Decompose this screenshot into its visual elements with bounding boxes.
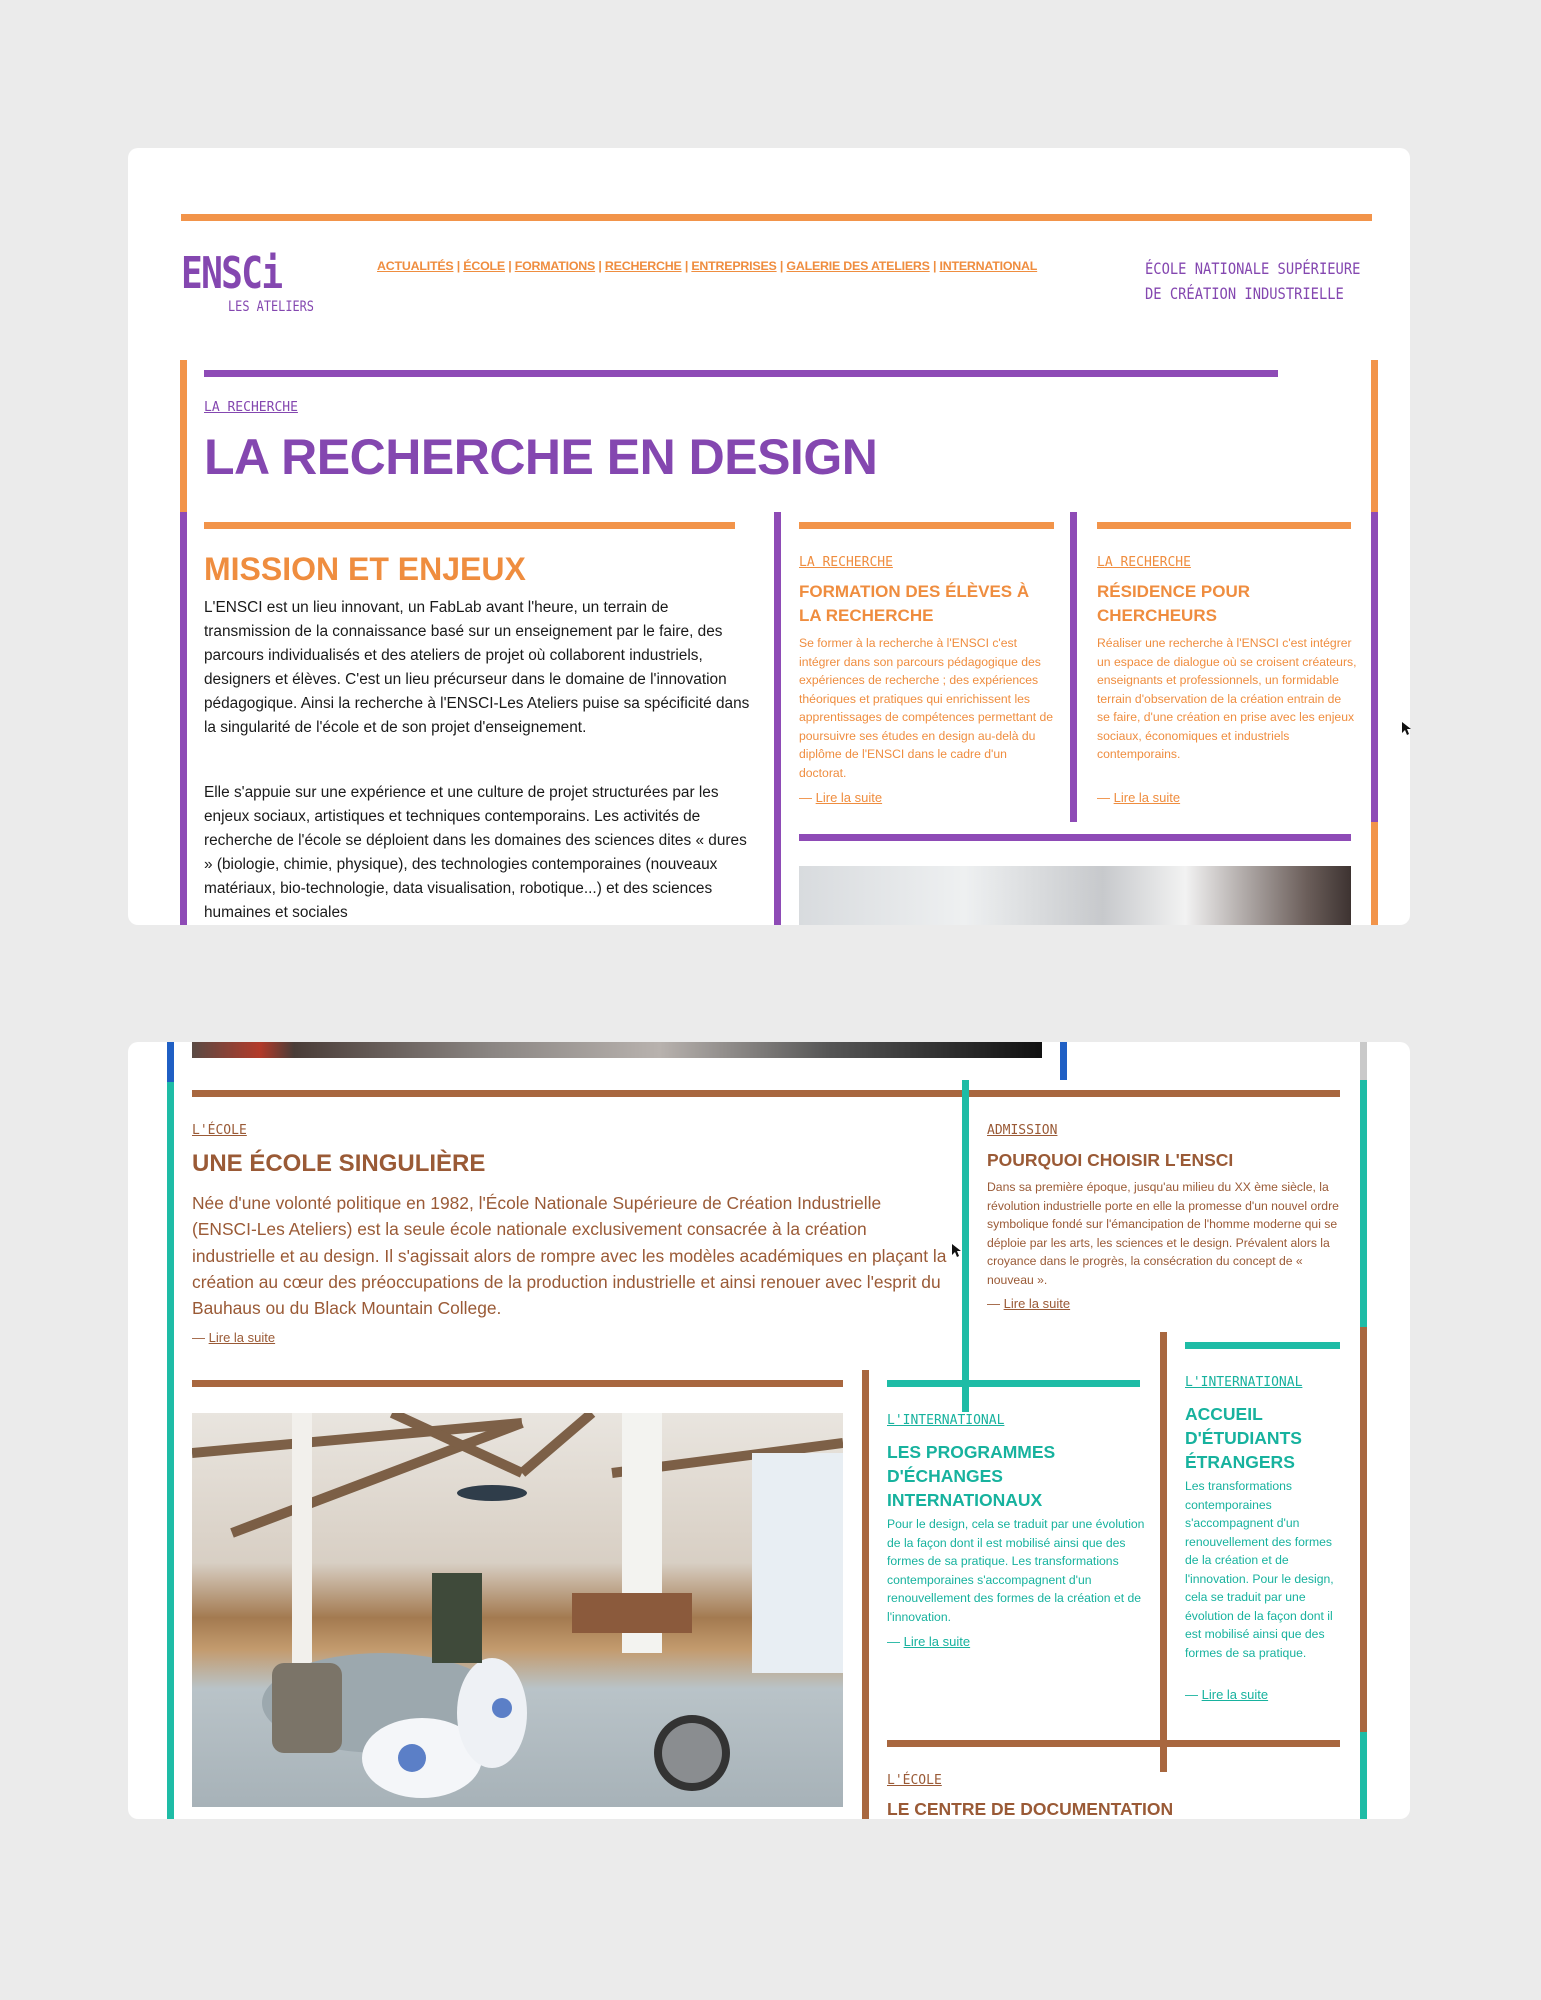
top-orange-rule — [181, 214, 1372, 221]
research-page-screenshot — [128, 148, 1410, 925]
admission-text: Dans sa première époque, jusqu'au milieu du XX ème siècle, la révolution industrielle porte en elle la promesse d'un nouvel ordre symbolique fondé sur l'émancipation de l'homme moderne qui se déploie par les arts, les sciences et le design. Prévalent alors la croyance dans le progrès, la consécration du concept de « nouveau ». — [987, 1180, 1339, 1287]
singular-brown-rule — [192, 1090, 1007, 1097]
nav-actualites[interactable]: ACTUALITÉS — [377, 259, 454, 273]
mission-divider — [774, 512, 781, 925]
page-title: LA RECHERCHE EN DESIGN — [204, 429, 878, 485]
breadcrumb[interactable]: LA RECHERCHE — [204, 400, 298, 415]
residence-kicker[interactable]: LA RECHERCHE — [1097, 555, 1191, 570]
admission-title[interactable]: POURQUOI CHOISIR L'ENSCI — [987, 1150, 1234, 1170]
exchanges-text: Pour le design, cela se traduit par une évolution de la façon dont il est mobilisé ainsi que des formes de sa pratique. Les transformations contemporaines s'accompagnent d'un renouvellement des formes de la création et de l'innovation. — [887, 1517, 1145, 1624]
singular-text: Née d'une volonté politique en 1982, l'École Nationale Supérieure de Création Industrielle (ENSCI-Les Ateliers) est la seule école nationale exclusivement consacrée à la création industrielle et au design. Il s'agissait alors de rompre avec les modèles académiques en plaçant la création au cœur des préoccupations de la production industrielle et ainsi renouer avec l'esprit du Bauhaus ou du Black Mountain College. — [192, 1193, 947, 1319]
exhibition-photo-illustration — [192, 1413, 843, 1807]
singular-read-more[interactable] — [192, 1330, 275, 1345]
formation-read-more-label: Lire la suite — [815, 790, 883, 805]
formation-kicker[interactable]: LA RECHERCHE — [799, 555, 893, 570]
nav-ecole[interactable]: ÉCOLE — [463, 259, 505, 273]
residence-orange-rule — [1097, 522, 1351, 529]
exhibition-photo[interactable] — [192, 1413, 843, 1807]
nav-separator: | — [779, 259, 784, 273]
mission-paragraph-1: L'ENSCI est un lieu innovant, un FabLab avant l'heure, un terrain de transmission de la connaissance basé sur un enseignement par le faire, des parcours individualisés et des ateliers de projet où collaborent industriels, designers et élèves. C'est un lieu précurseur dans le domaine de l'innovation pédagogique. Ainsi la recherche à l'ENSCI-Les Ateliers puise sa spécificité dans la singularité de l'école et de son projet d'enseignement. — [204, 599, 750, 736]
right-brown-rule — [1360, 1327, 1367, 1752]
dash-glyph: — — [987, 1296, 1000, 1311]
dash-glyph: — — [192, 1330, 205, 1345]
left-purple-rule — [180, 512, 187, 925]
dash-glyph: — — [1185, 1687, 1198, 1702]
logo-main: ENSCi — [181, 248, 282, 299]
singular-title[interactable]: UNE ÉCOLE SINGULIÈRE — [192, 1150, 486, 1177]
welcome-read-more[interactable] — [1185, 1687, 1268, 1702]
mission-paragraph-2: Elle s'appuie sur une expérience et une culture de projet structurées par les enjeux sociaux, artistiques et techniques contemporains. Les activités de recherche de l'école se déploient dans les domaines des sciences dites « dures » (biologie, chimie, physique), des technologies contemporaines (nouveaux matériaux, bio-technologie, data visualisation, robotique...) et des sciences humaines et sociales — [204, 784, 747, 921]
left-orange-rule — [180, 360, 187, 512]
previous-photo-edge — [192, 1042, 1042, 1058]
center-blue-rule — [1060, 1042, 1067, 1080]
tagline-line-2: DE CRÉATION INDUSTRIELLE — [1145, 284, 1344, 303]
nav-separator: | — [508, 259, 512, 273]
nav-separator: | — [932, 259, 937, 273]
welcome-text: Les transformations contemporaines s'accompagnent d'un renouvellement des formes de la création et de l'innovation. Pour le design, cela se traduit par une évolution de la façon dont il est mobilisé ainsi que des formes de sa pratique. — [1185, 1479, 1334, 1660]
nav-entreprises[interactable]: ENTREPRISES — [691, 259, 777, 273]
tagline-line-1: ÉCOLE NATIONALE SUPÉRIEURE — [1145, 259, 1361, 278]
teaser-photo[interactable] — [799, 866, 1351, 925]
main-nav — [377, 259, 1037, 273]
nav-galerie[interactable]: GALERIE DES ATELIERS — [786, 259, 930, 273]
formation-title[interactable]: FORMATION DES ÉLÈVES À LA RECHERCHE — [799, 582, 1030, 625]
nav-recherche[interactable]: RECHERCHE — [604, 259, 682, 273]
left-blue-rule — [167, 1042, 174, 1082]
singular-read-more-label: Lire la suite — [208, 1330, 276, 1345]
nav-separator: | — [684, 259, 689, 273]
admission-read-more-label: Lire la suite — [1003, 1296, 1071, 1311]
photo-brown-rule — [192, 1380, 843, 1387]
dash-glyph: — — [1097, 790, 1110, 805]
admission-kicker[interactable]: ADMISSION — [987, 1123, 1058, 1138]
singular-teal-divider — [962, 1080, 969, 1412]
mouse-cursor-icon — [952, 1244, 962, 1258]
welcome-brown-divider — [1160, 1332, 1167, 1772]
cards-divider — [1070, 512, 1077, 822]
mission-orange-rule — [204, 522, 735, 529]
formation-read-more[interactable] — [799, 790, 882, 805]
residence-text: Réaliser une recherche à l'ENSCI c'est intégrer un espace de dialogue où se croisent créateurs, enseignants et professionnels, un formidable terrain d'observation de la création entrain de se faire, d'une création en prise avec les enjeux sociaux, économiques et industriels contemporains. — [1097, 636, 1357, 761]
right-purple-rule — [1371, 512, 1378, 822]
right-grey-rule — [1360, 1042, 1367, 1080]
exchanges-title[interactable]: LES PROGRAMMES D'ÉCHANGES INTERNATIONAUX — [887, 1442, 1056, 1510]
admission-read-more[interactable] — [987, 1296, 1070, 1311]
image-purple-rule — [799, 834, 1351, 841]
nav-separator: | — [456, 259, 461, 273]
mouse-cursor-icon — [1402, 722, 1412, 736]
exchanges-teal-rule — [887, 1380, 1140, 1387]
mission-title: MISSION ET ENJEUX — [204, 551, 526, 587]
nav-formations[interactable]: FORMATIONS — [514, 259, 596, 273]
right-orange-rule-bottom — [1371, 822, 1378, 925]
dash-glyph: — — [799, 790, 812, 805]
logo[interactable] — [181, 250, 341, 320]
nav-separator: | — [598, 259, 602, 273]
welcome-read-more-label: Lire la suite — [1201, 1687, 1269, 1702]
residence-read-more[interactable] — [1097, 790, 1180, 805]
school-page-screenshot — [128, 1042, 1410, 1819]
documentation-brown-rule — [887, 1740, 1340, 1747]
left-teal-rule — [167, 1082, 174, 1819]
welcome-title[interactable]: ACCUEIL D'ÉTUDIANTS ÉTRANGERS — [1185, 1404, 1302, 1472]
exchanges-brown-divider — [862, 1370, 869, 1819]
singular-kicker[interactable]: L'ÉCOLE — [192, 1123, 247, 1138]
title-purple-rule — [204, 370, 1278, 377]
logo-sub: LES ATELIERS — [228, 299, 314, 315]
nav-international[interactable]: INTERNATIONAL — [939, 259, 1038, 273]
welcome-kicker[interactable]: L'INTERNATIONAL — [1185, 1375, 1303, 1390]
documentation-kicker[interactable]: L'ÉCOLE — [887, 1773, 942, 1788]
exchanges-read-more[interactable] — [887, 1634, 970, 1649]
formation-text: Se former à la recherche à l'ENSCI c'est intégrer dans son parcours pédagogique des expériences de recherche ; des expériences théoriques et pratiques qui enrichissent les apprentissages de compétences permettant de poursuivre ses études en design au-delà du diplôme de l'ENSCI dans le cadre d'un doctorat. — [799, 636, 1054, 780]
right-orange-rule-top — [1371, 360, 1378, 512]
right-teal-rule-bottom — [1360, 1732, 1367, 1819]
exchanges-read-more-label: Lire la suite — [903, 1634, 971, 1649]
residence-read-more-label: Lire la suite — [1113, 790, 1181, 805]
school-tagline — [1145, 256, 1360, 306]
right-teal-rule-top — [1360, 1080, 1367, 1327]
welcome-teal-rule — [1185, 1342, 1340, 1349]
formation-orange-rule — [799, 522, 1054, 529]
residence-title[interactable]: RÉSIDENCE POUR CHERCHEURS — [1097, 582, 1251, 625]
dash-glyph: — — [887, 1634, 900, 1649]
admission-brown-rule — [987, 1090, 1340, 1097]
exchanges-kicker[interactable]: L'INTERNATIONAL — [887, 1413, 1005, 1428]
documentation-title[interactable]: LE CENTRE DE DOCUMENTATION — [887, 1799, 1174, 1819]
